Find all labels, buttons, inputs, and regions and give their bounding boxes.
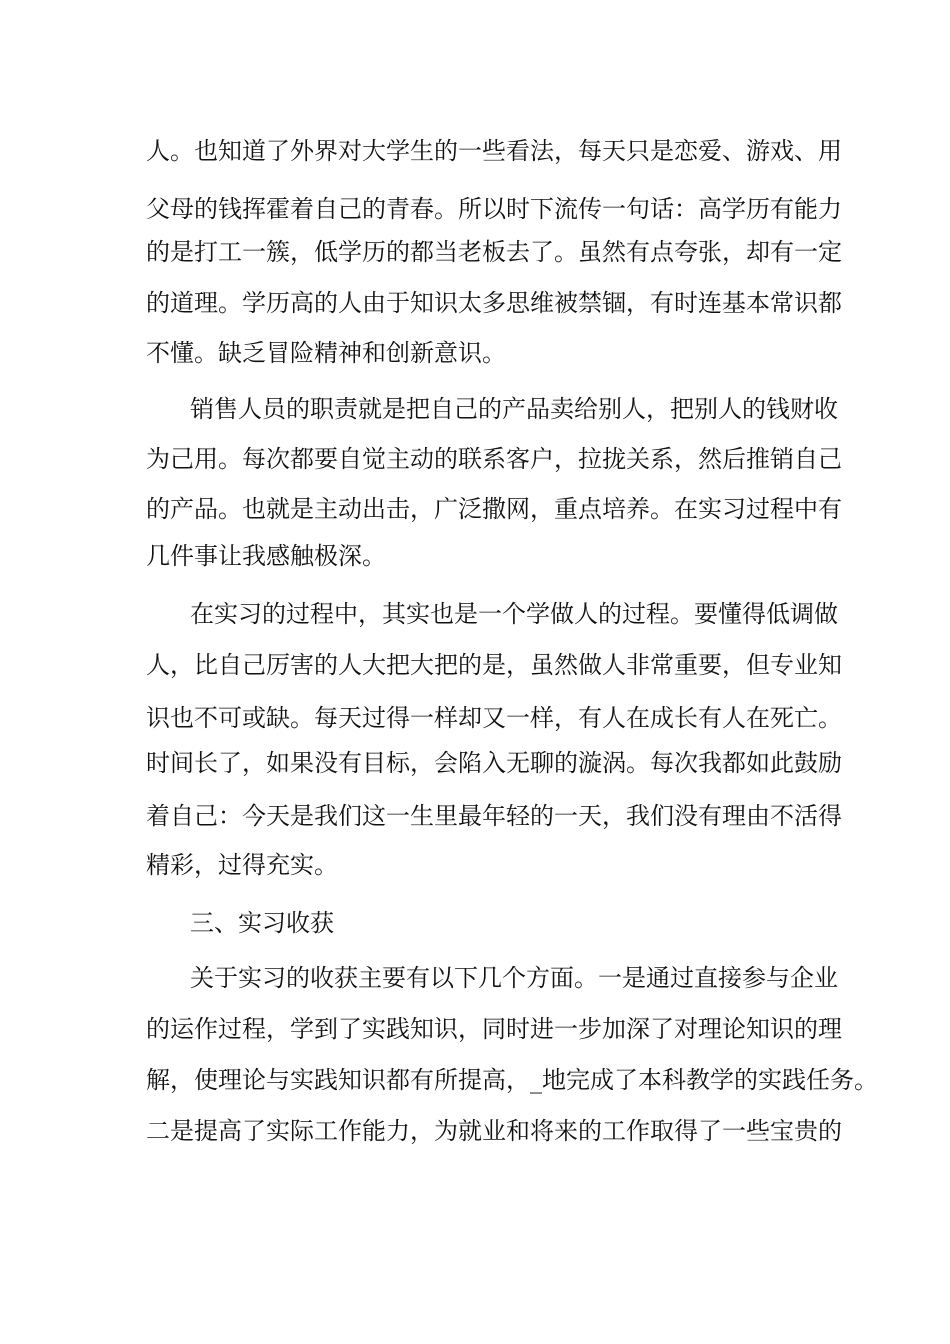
section-heading: 三、实习收获 (190, 909, 334, 937)
text-line: 的道理。学历高的人由于知识太多思维被禁锢，有时连基本常识都 (146, 289, 842, 317)
text-line: 人，比自己厉害的人大把大把的是，虽然做人非常重要，但专业知 (146, 651, 842, 679)
text-line: 解，使理论与实践知识都有所提高，_地完成了本科教学的实践任务。 (146, 1066, 878, 1094)
text-line: 几件事让我感触极深。 (146, 542, 386, 570)
text-line: 在实习的过程中，其实也是一个学做人的过程。要懂得低调做 (190, 600, 838, 628)
text-line: 精彩，过得充实。 (146, 851, 338, 879)
text-line: 的产品。也就是主动出击，广泛撒网，重点培养。在实习过程中有 (146, 495, 842, 523)
text-line: 销售人员的职责就是把自己的产品卖给别人，把别人的钱财收 (190, 395, 838, 423)
text-line: 关于实习的收获主要有以下几个方面。一是通过直接参与企业 (190, 964, 838, 992)
text-line: 时间长了，如果没有目标，会陷入无聊的漩涡。每次我都如此鼓励 (146, 749, 842, 777)
text-line: 识也不可或缺。每天过得一样却又一样，有人在成长有人在死亡。 (146, 704, 842, 732)
text-line: 二是提高了实际工作能力，为就业和将来的工作取得了一些宝贵的 (146, 1117, 842, 1145)
text-line: 的是打工一簇，低学历的都当老板去了。虽然有点夸张，却有一定 (146, 238, 842, 266)
text-line: 为己用。每次都要自觉主动的联系客户，拉拢关系，然后推销自己 (146, 445, 842, 473)
text-line: 的运作过程，学到了实践知识，同时进一步加深了对理论知识的理 (146, 1015, 842, 1043)
text-line: 不懂。缺乏冒险精神和创新意识。 (146, 339, 506, 367)
text-line: 人。也知道了外界对大学生的一些看法，每天只是恋爱、游戏、用 (146, 137, 842, 165)
text-line: 着自己：今天是我们这一生里最年轻的一天，我们没有理由不活得 (146, 802, 842, 830)
text-line: 父母的钱挥霍着自己的青春。所以时下流传一句话：高学历有能力 (146, 195, 842, 223)
